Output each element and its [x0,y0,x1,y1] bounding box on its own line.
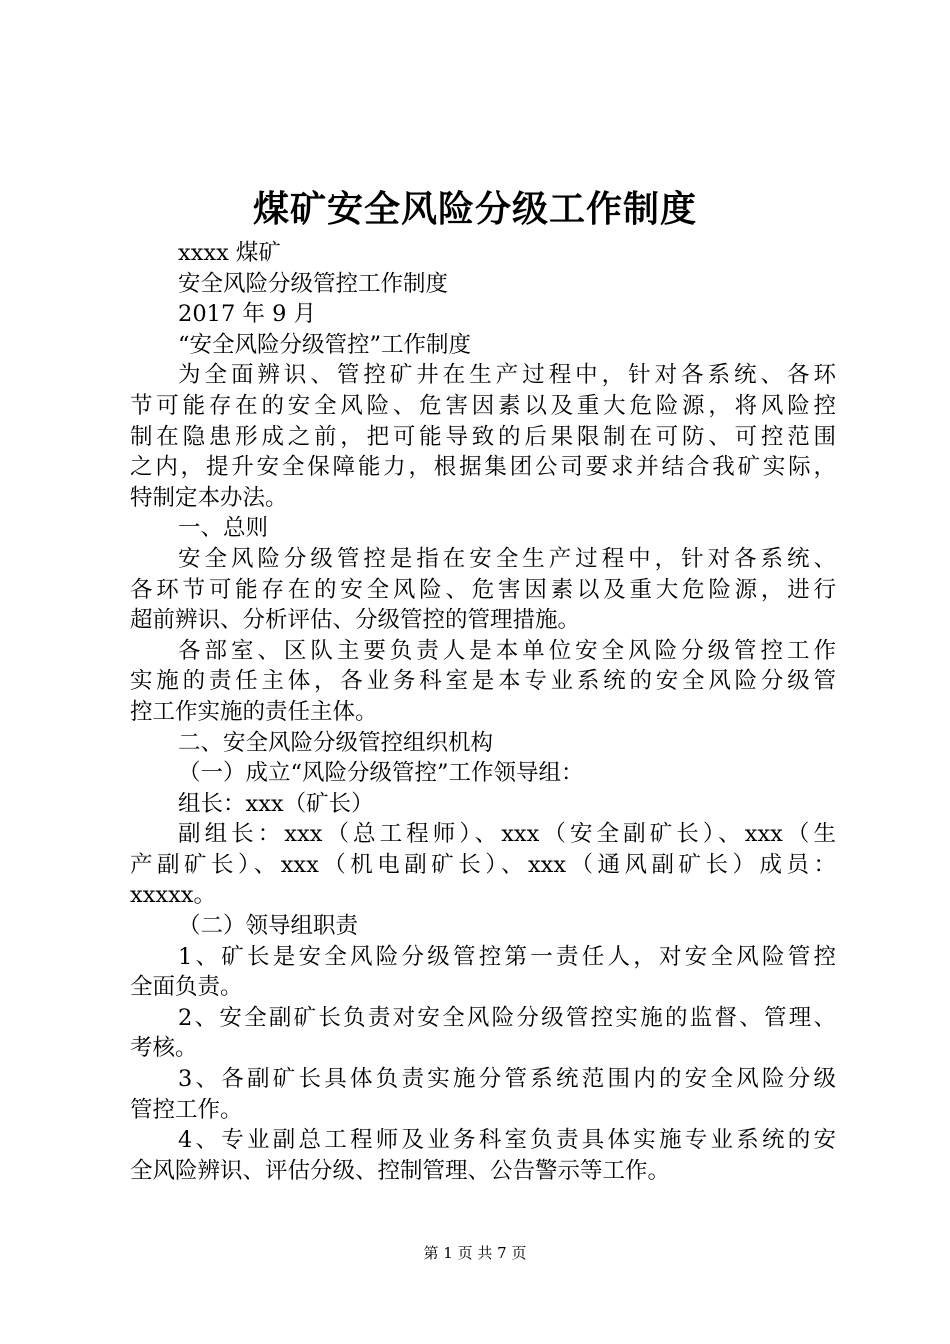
subsection-heading: （二）领导组职责 [178,913,359,940]
paragraph-line: 之内，提升安全保障能力，根据集团公司要求并结合我矿实际， [130,454,836,481]
paragraph-line: 考核。 [130,1035,198,1062]
section-heading: 二、安全风险分级管控组织机构 [178,729,494,756]
paragraph-line: 实施的责任主体，各业务科室是本专业系统的安全风险分级管 [130,668,836,695]
paragraph-line: 节可能存在的安全风险、危害因素以及重大危险源，将风险控 [130,392,836,419]
paragraph-line: 各部室、区队主要负责人是本单位安全风险分级管控工作 [178,637,836,664]
paragraph-line: xxxx 煤矿 [178,240,281,266]
page-footer: 第 1 页 共 7 页 [423,1244,527,1262]
paragraph-line: 3、各副矿长具体负责实施分管系统范围内的安全风险分级 [178,1066,836,1093]
paragraph-line: xxxxx。 [130,882,216,909]
paragraph-line: 1、矿长是安全风险分级管控第一责任人，对安全风险管控 [178,943,836,970]
paragraph-line: 管控工作。 [130,1096,243,1123]
paragraph-line: 安全风险分级管控工作制度 [178,270,449,297]
paragraph-line: 全风险辨识、评估分级、控制管理、公告警示等工作。 [130,1157,671,1184]
paragraph-line: 2、安全副矿长负责对安全风险分级管控实施的监督、管理、 [178,1004,836,1031]
paragraph-line: 产副矿长）、xxx（机电副矿长）、xxx（通风副矿长）成员： [130,851,836,878]
paragraph-line: 4、专业副总工程师及业务科室负责具体实施专业系统的安 [178,1127,836,1154]
paragraph-line: 为全面辨识、管控矿井在生产过程中，针对各系统、各环 [178,362,836,389]
paragraph-line: 控工作实施的责任主体。 [130,698,378,725]
paragraph-line: 制在隐患形成之前，把可能导致的后果限制在可防、可控范围 [130,423,836,450]
section-heading: 一、总则 [178,515,269,542]
paragraph-line: “安全风险分级管控”工作制度 [178,331,472,358]
document-body [130,238,836,1186]
paragraph-line: 各环节可能存在的安全风险、危害因素以及重大危险源，进行 [130,576,836,603]
document-title: 煤矿安全风险分级工作制度 [252,189,697,230]
paragraph-line: 超前辨识、分析评估、分级管控的管理措施。 [130,607,581,634]
paragraph-line: 组长：xxx（矿长） [178,790,374,817]
paragraph-line: 安全风险分级管控是指在安全生产过程中，针对各系统、 [178,545,836,572]
paragraph-line: 全面负责。 [130,974,243,1001]
paragraph-line: 副组长：xxx（总工程师）、xxx（安全副矿长）、xxx（生 [178,821,836,848]
paragraph-line: 2017 年 9 月 [178,301,317,328]
paragraph-line: 特制定本办法。 [130,484,288,511]
subsection-heading: （一）成立“风险分级管控”工作领导组： [178,760,584,787]
